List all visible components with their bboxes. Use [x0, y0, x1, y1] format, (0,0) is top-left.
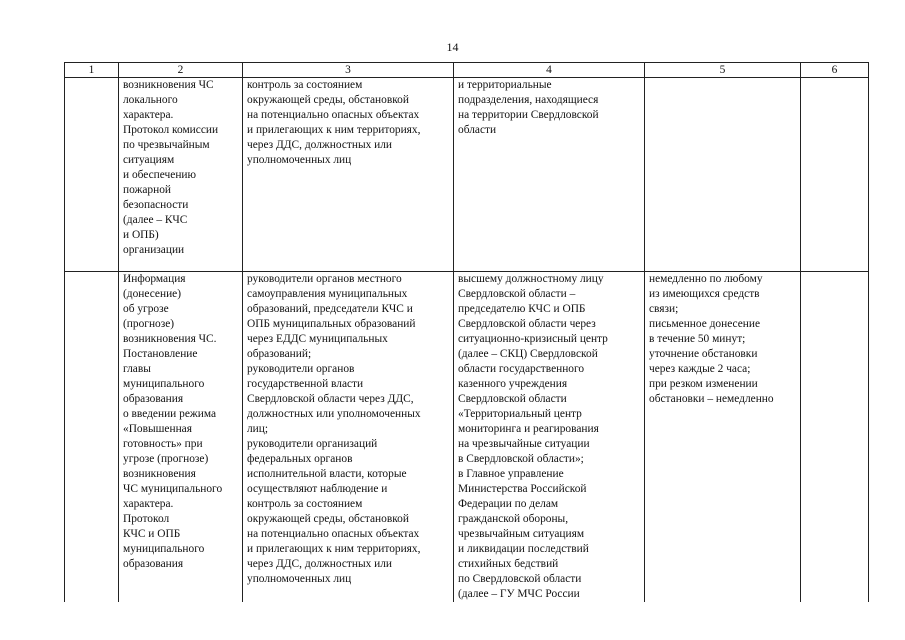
- cell-text-line: гражданской обороны,: [458, 513, 569, 525]
- cell-text-line: подразделения, находящиеся: [458, 94, 599, 106]
- cell-text-line: в Главное управление: [458, 468, 564, 480]
- cell-text-line: образования: [123, 558, 184, 570]
- cell-text-line: «Территориальный центр: [458, 408, 582, 420]
- cell-text-line: уполномоченных лиц: [247, 573, 352, 585]
- cell-text-line: угрозе (прогнозе): [123, 453, 209, 465]
- cell-text-line: Постановление: [123, 348, 198, 360]
- cell-text-line: руководители органов: [247, 363, 355, 375]
- cell-text-line: организации: [123, 244, 185, 256]
- cell-text-line: (далее – ГУ МЧС России: [458, 588, 580, 600]
- cell-col2: [119, 272, 243, 603]
- cell-text-line: Свердловской области через ДДС,: [247, 393, 414, 405]
- cell-text-line: исполнительной власти, которые: [247, 468, 407, 480]
- cell-text-line: ЧС муниципального: [123, 483, 223, 495]
- cell-text-line: на потенциально опасных объектах: [247, 528, 420, 540]
- cell-text-line: локального: [123, 94, 178, 106]
- cell-col2: [119, 78, 243, 272]
- cell-text-line: Протокол комиссии: [123, 124, 219, 136]
- table-header-row: [65, 63, 869, 78]
- cell-text-line: обстановки – немедленно: [649, 393, 774, 405]
- cell-text-line: по чрезвычайным: [123, 139, 210, 151]
- cell-text-line: контроль за состоянием: [247, 498, 363, 510]
- cell-col1: [65, 272, 119, 603]
- cell-text-line: области: [458, 124, 497, 136]
- cell-text-line: ситуационно-кризисный центр: [458, 333, 608, 345]
- cell-text-line: руководители организаций: [247, 438, 378, 450]
- cell-text-line: окружающей среды, обстановкой: [247, 94, 409, 106]
- table-row: [65, 78, 869, 272]
- cell-text-line: по Свердловской области: [458, 573, 582, 585]
- cell-text-line: возникновения ЧС: [123, 79, 214, 91]
- column-number-3: 3: [243, 63, 454, 78]
- cell-text-line: и ОПБ): [123, 229, 159, 241]
- cell-col4: [454, 78, 645, 272]
- cell-text-line: КЧС и ОПБ: [123, 528, 181, 540]
- cell-text-line: ОПБ муниципальных образований: [247, 318, 416, 330]
- cell-text-line: муниципального: [123, 378, 205, 390]
- cell-text-line: контроль за состоянием: [247, 79, 363, 91]
- cell-text-line: и прилегающих к ним территориях,: [247, 543, 421, 555]
- cell-text-line: осуществляют наблюдение и: [247, 483, 388, 495]
- cell-text-line: из имеющихся средств: [649, 288, 760, 300]
- cell-text-line: федеральных органов: [247, 453, 353, 465]
- cell-text-line: (далее – СКЦ) Свердловской: [458, 348, 598, 360]
- cell-text-line: высшему должностному лицу: [458, 273, 604, 285]
- cell-text-line: (прогнозе): [123, 318, 175, 330]
- cell-col3: [243, 78, 454, 272]
- cell-text-line: образований;: [247, 348, 312, 360]
- cell-col6: [801, 78, 869, 272]
- cell-text-line: возникновения: [123, 468, 196, 480]
- column-number-6: 6: [801, 63, 869, 78]
- cell-text-line: связи;: [649, 303, 679, 315]
- cell-text-line: письменное донесение: [649, 318, 761, 330]
- column-number-5: 5: [645, 63, 801, 78]
- cell-text-line: об угрозе: [123, 303, 169, 315]
- cell-text-line: пожарной: [123, 184, 172, 196]
- cell-col3: [243, 272, 454, 603]
- cell-text-line: и обеспечению: [123, 169, 197, 181]
- cell-text-line: казенного учреждения: [458, 378, 568, 390]
- table-row: [65, 272, 869, 603]
- cell-text-line: окружающей среды, обстановкой: [247, 513, 409, 525]
- cell-text-line: характера.: [123, 498, 174, 510]
- cell-text-line: и территориальные: [458, 79, 552, 91]
- cell-text-line: Информация: [123, 273, 186, 285]
- cell-text-line: немедленно по любому: [649, 273, 763, 285]
- cell-text-line: самоуправления муниципальных: [247, 288, 408, 300]
- cell-text-line: на потенциально опасных объектах: [247, 109, 420, 121]
- cell-text-line: (донесение): [123, 288, 182, 300]
- column-number-2: 2: [119, 63, 243, 78]
- cell-text-line: через ДДС, должностных или: [247, 139, 393, 151]
- cell-text-line: о введении режима: [123, 408, 217, 420]
- cell-col4: [454, 272, 645, 603]
- cell-text-line: в течение 50 минут;: [649, 333, 746, 345]
- cell-text-line: на территории Свердловской: [458, 109, 599, 121]
- cell-text-line: через ДДС, должностных или: [247, 558, 393, 570]
- cell-text-line: при резком изменении: [649, 378, 758, 390]
- cell-col1: [65, 78, 119, 272]
- page-number: 14: [446, 40, 459, 54]
- cell-text-line: на чрезвычайные ситуации: [458, 438, 590, 450]
- cell-col5: [645, 78, 801, 272]
- cell-text-line: области государственного: [458, 363, 585, 375]
- column-number-1: 1: [65, 63, 119, 78]
- cell-text-line: через каждые 2 часа;: [649, 363, 751, 375]
- cell-text-line: уполномоченных лиц: [247, 154, 352, 166]
- cell-text-line: мониторинга и реагирования: [458, 423, 599, 435]
- cell-text-line: и ликвидации последствий: [458, 543, 589, 555]
- cell-text-line: образований, председатели КЧС и: [247, 303, 413, 315]
- cell-text-line: Свердловской области: [458, 393, 567, 405]
- cell-text-line: возникновения ЧС.: [123, 333, 217, 345]
- cell-text-line: через ЕДДС муниципальных: [247, 333, 388, 345]
- cell-text-line: ситуациям: [123, 154, 175, 166]
- cell-text-line: председателю КЧС и ОПБ: [458, 303, 586, 315]
- cell-text-line: характера.: [123, 109, 174, 121]
- cell-text-line: Свердловской области –: [458, 288, 576, 300]
- cell-text-line: в Свердловской области»;: [458, 453, 584, 465]
- cell-text-line: уточнение обстановки: [649, 348, 758, 360]
- cell-col6: [801, 272, 869, 603]
- cell-text-line: муниципального: [123, 543, 205, 555]
- cell-text-line: Федерации по делам: [458, 498, 559, 510]
- cell-text-line: образования: [123, 393, 184, 405]
- cell-text-line: Протокол: [123, 513, 170, 525]
- cell-col5: [645, 272, 801, 603]
- cell-text-line: Министерства Российской: [458, 483, 587, 495]
- cell-text-line: готовность» при: [123, 438, 203, 450]
- cell-text-line: и прилегающих к ним территориях,: [247, 124, 421, 136]
- cell-text-line: лиц;: [247, 423, 269, 435]
- cell-text-line: «Повышенная: [123, 423, 192, 435]
- cell-text-line: должностных или уполномоченных: [247, 408, 421, 420]
- document-table: [64, 62, 869, 602]
- cell-text-line: чрезвычайным ситуациям: [458, 528, 585, 540]
- cell-text-line: стихийных бедствий: [458, 558, 559, 570]
- column-number-4: 4: [454, 63, 645, 78]
- cell-text-line: руководители органов местного: [247, 273, 402, 285]
- cell-text-line: Свердловской области через: [458, 318, 596, 330]
- cell-text-line: государственной власти: [247, 378, 364, 390]
- cell-text-line: безопасности: [123, 199, 189, 211]
- cell-text-line: (далее – КЧС: [123, 214, 188, 226]
- cell-text-line: главы: [123, 363, 151, 375]
